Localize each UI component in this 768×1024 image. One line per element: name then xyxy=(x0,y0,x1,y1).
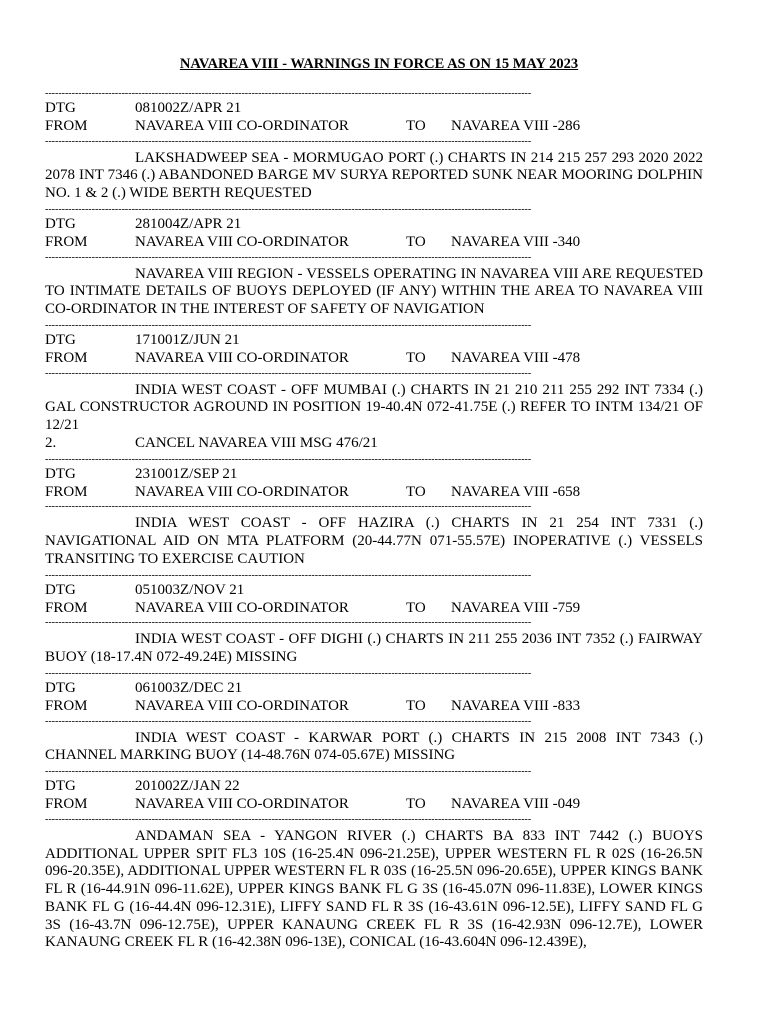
to-value: NAVAREA VIII -478 xyxy=(451,349,581,366)
dtg-value: 231001Z/SEP 21 xyxy=(135,465,238,482)
separator-line xyxy=(45,503,682,511)
document-page xyxy=(45,0,703,955)
from-label: FROM xyxy=(45,233,88,250)
dtg-label: DTG xyxy=(45,465,76,482)
dtg-label: DTG xyxy=(45,778,76,795)
warning-entry xyxy=(45,670,703,768)
to-label: TO xyxy=(406,795,426,812)
warning-message xyxy=(45,726,703,769)
separator-line xyxy=(45,206,682,214)
separator-line xyxy=(45,816,682,824)
to-value: NAVAREA VIII -286 xyxy=(451,117,581,134)
warning-body: LAKSHADWEEP SEA - MORMUGAO PORT (.) CHARTS IN 214 215 257 293 2020 2022 2078 INT 7346 (.) ABANDONED BARGE MV SURYA REPORTED SUNK NEAR MOORING DOLPHIN NO. 1 & 2 (.) WIDE BERTH REQUESTED xyxy=(45,149,703,202)
from-label: FROM xyxy=(45,697,88,714)
separator-line xyxy=(45,370,682,378)
dtg-value: 061003Z/DEC 21 xyxy=(135,679,243,696)
dtg-label: DTG xyxy=(45,331,76,348)
dtg-label: DTG xyxy=(45,581,76,598)
to-value: NAVAREA VIII -759 xyxy=(451,599,581,616)
from-value: NAVAREA VIII CO-ORDINATOR xyxy=(135,117,349,134)
separator-line xyxy=(45,768,682,776)
to-value: NAVAREA VIII -658 xyxy=(451,483,581,500)
subitem-text: CANCEL NAVAREA VIII MSG 476/21 xyxy=(135,434,378,451)
document-title: NAVAREA VIII - WARNINGS IN FORCE AS ON 15 MAY 2023 xyxy=(179,56,579,72)
to-label: TO xyxy=(406,697,426,714)
warning-message xyxy=(45,146,703,206)
warning-body: ANDAMAN SEA - YANGON RIVER (.) CHARTS BA 833 INT 7442 (.) BUOYS ADDITIONAL UPPER SPIT FL3 10S (16-25.4N 096-21.25E), UPPER WESTERN FL R 02S (16-26.5N 096-20.35E), ADDITIONAL UPPER WESTERN FL R 03S (16-25.5N 096-20.65E), UPPER KINGS BANK FL R (16-44.91N 096-11.62E), UPPER KINGS BANK FL G 3S (16-45.07N 096-11.83E), LOWER KINGS BANK FL G (16-44.4N 096-12.31E), LIFFY SAND FL R 3S (16-43.61N 096-12.5E), LIFFY SAND FL G 3S (16-43.7N 096-12.75E), UPPER KANAUNG CREEK FL R 3S (16-42.93N 096-12.7E), LOWER KANAUNG CREEK FL R (16-42.38N 096-13E), CONICAL (16-43.604N 096-12.439E), xyxy=(45,827,703,951)
warning-body: INDIA WEST COAST - KARWAR PORT (.) CHARTS IN 215 2008 INT 7343 (.) CHANNEL MARKING BUOY (14-48.76N 074-05.67E) MISSING xyxy=(45,729,703,764)
warning-header xyxy=(45,678,703,718)
from-label: FROM xyxy=(45,117,88,134)
warning-body: INDIA WEST COAST - OFF DIGHI (.) CHARTS IN 211 255 2036 INT 7352 (.) FAIRWAY BUOY (18-17.4N 072-49.24E) MISSING xyxy=(45,631,703,666)
to-label: TO xyxy=(406,599,426,616)
separator-line xyxy=(45,322,682,330)
warning-header xyxy=(45,776,703,816)
separator-line xyxy=(45,138,682,146)
separator-line xyxy=(45,670,682,678)
from-label: FROM xyxy=(45,599,88,616)
to-label: TO xyxy=(406,349,426,366)
dtg-value: 201002Z/JAN 22 xyxy=(135,778,240,795)
from-value: NAVAREA VIII CO-ORDINATOR xyxy=(135,483,349,500)
dtg-value: 051003Z/NOV 21 xyxy=(135,581,245,598)
warning-message xyxy=(45,627,703,670)
warning-header xyxy=(45,330,703,370)
to-label: TO xyxy=(406,483,426,500)
warning-entry xyxy=(45,768,703,955)
warning-message xyxy=(45,378,703,456)
dtg-label: DTG xyxy=(45,679,76,696)
warning-body: INDIA WEST COAST - OFF HAZIRA (.) CHARTS IN 21 254 INT 7331 (.) NAVIGATIONAL AID ON MTA PLATFORM (20-44.77N 071-55.57E) INOPERATIVE (.) VESSELS TRANSITING TO EXERCISE CAUTION xyxy=(45,515,703,567)
separator-line xyxy=(45,718,682,726)
warning-header xyxy=(45,214,703,254)
warning-message xyxy=(45,511,703,571)
separator-line xyxy=(45,572,682,580)
dtg-label: DTG xyxy=(45,100,76,116)
warning-header xyxy=(45,580,703,620)
warning-subitem xyxy=(45,435,703,453)
to-label: TO xyxy=(406,117,426,134)
from-value: NAVAREA VIII CO-ORDINATOR xyxy=(135,233,349,250)
to-value: NAVAREA VIII -340 xyxy=(451,233,581,250)
to-label: TO xyxy=(406,233,426,250)
from-label: FROM xyxy=(45,349,88,366)
to-value: NAVAREA VIII -049 xyxy=(451,795,581,812)
separator-line xyxy=(45,619,682,627)
dtg-value: 081002Z/APR 21 xyxy=(135,100,242,116)
warning-body: NAVAREA VIII REGION - VESSELS OPERATING IN NAVAREA VIII ARE REQUESTED TO INTIMATE DETAILS OF BUOYS DEPLOYED (IF ANY) WITHIN THE AREA TO NAVAREA VIII CO-ORDINATOR IN THE INTEREST OF SAFETY OF NAVIGATION xyxy=(45,265,703,318)
dtg-label: DTG xyxy=(45,215,76,232)
dtg-value: 171001Z/JUN 21 xyxy=(135,331,240,348)
separator-line xyxy=(45,90,682,98)
warning-entry xyxy=(45,206,703,322)
warnings-list xyxy=(45,90,703,955)
warning-entry xyxy=(45,456,703,572)
warning-body: INDIA WEST COAST - OFF MUMBAI (.) CHARTS IN 21 210 211 255 292 INT 7334 (.) GAL CONSTRUCTOR AGROUND IN POSITION 19-40.4N 072-41.75E (.) REFER TO INTM 134/21 OF 12/21 xyxy=(45,381,703,434)
warning-message xyxy=(45,824,703,956)
dtg-value: 281004Z/APR 21 xyxy=(135,215,242,232)
to-value: NAVAREA VIII -833 xyxy=(451,697,581,714)
from-label: FROM xyxy=(45,483,88,500)
from-value: NAVAREA VIII CO-ORDINATOR xyxy=(135,697,349,714)
warning-entry xyxy=(45,90,703,206)
from-value: NAVAREA VIII CO-ORDINATOR xyxy=(135,349,349,366)
from-value: NAVAREA VIII CO-ORDINATOR xyxy=(135,795,349,812)
warning-message xyxy=(45,262,703,322)
subitem-number: 2. xyxy=(45,434,57,451)
separator-line xyxy=(45,254,682,262)
from-label: FROM xyxy=(45,795,88,812)
separator-line xyxy=(45,456,682,464)
warning-header xyxy=(45,464,703,504)
warning-entry xyxy=(45,572,703,670)
from-value: NAVAREA VIII CO-ORDINATOR xyxy=(135,599,349,616)
warning-entry xyxy=(45,322,703,456)
warning-header xyxy=(45,98,703,138)
